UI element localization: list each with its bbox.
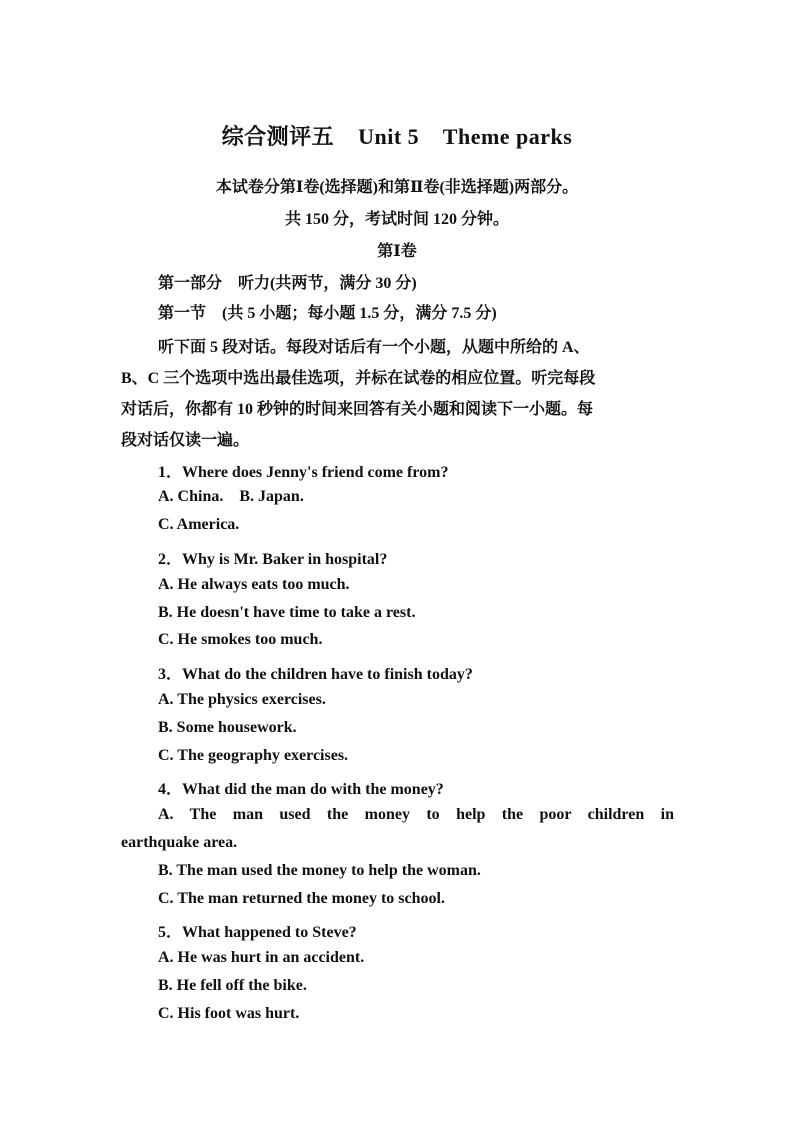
section-heading: 第一节 (共 5 小题；每小题 1.5 分，满分 7.5 分) — [158, 305, 497, 322]
question-5-option-b: B. He fell off the bike. — [158, 977, 307, 994]
question-5: 5．What happened to Steve? — [158, 924, 357, 941]
question-1-options-ab: A. China. B. Japan. — [158, 488, 304, 505]
instruction-line-3: 对话后，你都有 10 秒钟的时间来回答有关小题和阅读下一小题。每 — [121, 401, 594, 418]
instruction-line-2: B、C 三个选项中选出最佳选项，并标在试卷的相应位置。听完每段 — [121, 370, 596, 387]
intro-line-2: 共 150 分，考试时间 120 分钟。 — [284, 211, 509, 228]
question-4-option-c: C. The man returned the money to school. — [158, 890, 445, 907]
question-4-option-a-line-1: A. The man used the money to help the poor children in — [158, 806, 674, 823]
question-3-option-a: A. The physics exercises. — [158, 691, 326, 708]
question-4: 4．What did the man do with the money? — [158, 781, 444, 798]
part-heading: 第一部分 听力(共两节，满分 30 分) — [158, 275, 417, 292]
question-2: 2．Why is Mr. Baker in hospital? — [158, 551, 388, 568]
question-3: 3．What do the children have to finish today? — [158, 666, 473, 683]
question-4-option-b: B. The man used the money to help the woman. — [158, 862, 481, 879]
question-2-option-a: A. He always eats too much. — [158, 576, 350, 593]
question-5-option-c: C. His foot was hurt. — [158, 1005, 300, 1022]
volume-heading: 第Ⅰ卷 — [377, 243, 417, 260]
question-3-option-c: C. The geography exercises. — [158, 747, 349, 764]
intro-line-1: 本试卷分第Ⅰ卷(选择题)和第Ⅱ卷(非选择题)两部分。 — [215, 179, 579, 196]
question-1: 1．Where does Jenny's friend come from? — [158, 464, 449, 481]
page-title: 综合测评五 Unit 5 Theme parks — [221, 124, 573, 149]
question-2-option-c: C. He smokes too much. — [158, 631, 323, 648]
question-1-option-c: C. America. — [158, 516, 240, 533]
question-5-option-a: A. He was hurt in an accident. — [158, 949, 365, 966]
question-2-option-b: B. He doesn't have time to take a rest. — [158, 604, 416, 621]
question-4-option-a-line-2: earthquake area. — [121, 834, 238, 851]
question-3-option-b: B. Some housework. — [158, 719, 297, 736]
instruction-line-1: 听下面 5 段对话。每段对话后有一个小题，从题中所给的 A、 — [158, 339, 590, 356]
instruction-line-4: 段对话仅读一遍。 — [121, 432, 250, 449]
